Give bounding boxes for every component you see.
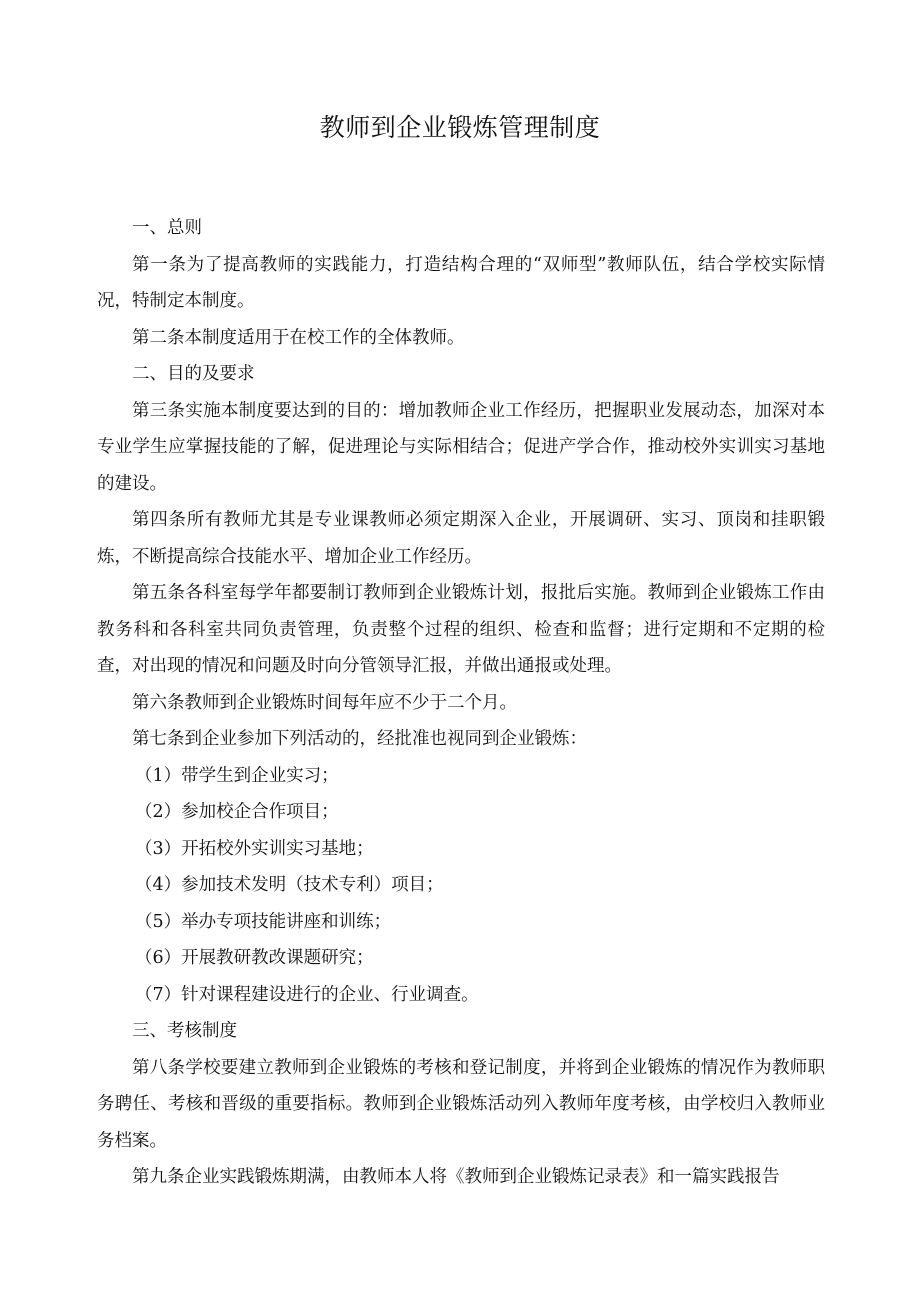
article-paragraph: 第二条本制度适用于在校工作的全体教师。: [132, 327, 465, 348]
article-paragraph: 第五条各科室每学年都要制订教师到企业锻炼计划，报批后实施。教师到企业锻炼工作由教务科和各科室共同负责管理，负责整个过程的组织、检查和监督；进行定期和不定期的检查，对出现的情况和问题及时向分管领导汇报，并做出通报或处理。: [97, 583, 825, 676]
document-title: 教师到企业锻炼管理制度: [319, 113, 601, 142]
article-paragraph: 第八条学校要建立教师到企业锻炼的考核和登记制度，并将到企业锻炼的情况作为教师职务聘任、考核和晋级的重要指标。教师到企业锻炼活动列入教师年度考核，由学校归入教师业务档案。: [97, 1057, 825, 1151]
list-item: （4）参加技术发明（技术专利）项目；: [135, 875, 444, 895]
section-heading: 三、考核制度: [132, 1021, 237, 1041]
article-paragraph: 第七条到企业参加下列活动的，经批准也视同到企业锻炼：: [132, 729, 587, 749]
article-paragraph: 第一条为了提高教师的实践能力，打造结构合理的“双师型”教师队伍，结合学校实际情况，特制定本制度。: [97, 254, 825, 311]
list-item: （2）参加校企合作项目；: [135, 802, 339, 822]
article-paragraph: 第六条教师到企业锻炼时间每年应不少于二个月。: [132, 692, 517, 713]
article-paragraph: 第九条企业实践锻炼期满，由教师本人将《教师到企业锻炼记录表》和一篇实践报告: [132, 1167, 780, 1187]
list-item: （5）举办专项技能讲座和训练；: [135, 911, 392, 932]
list-item: （3）开拓校外实训实习基地；: [135, 838, 374, 859]
list-item: （7）针对课程建设进行的企业、行业调查。: [135, 984, 479, 1005]
section-heading: 二、目的及要求: [132, 364, 255, 384]
list-item: （6）开展教研教改课题研究；: [135, 948, 374, 968]
article-paragraph: 第四条所有教师尤其是专业课教师必须定期深入企业，开展调研、实习、顶岗和挂职锻炼，不断提高综合技能水平、增加企业工作经历。: [97, 510, 825, 567]
document-body: [97, 210, 825, 1196]
section-heading: 一、总则: [132, 218, 202, 238]
list-item: （1）带学生到企业实习；: [135, 765, 339, 786]
article-paragraph: 第三条实施本制度要达到的目的：增加教师企业工作经历，把握职业发展动态，加深对本专业学生应掌握技能的了解，促进理论与实际相结合；促进产学合作，推动校外实训实习基地的建设。: [97, 400, 825, 494]
